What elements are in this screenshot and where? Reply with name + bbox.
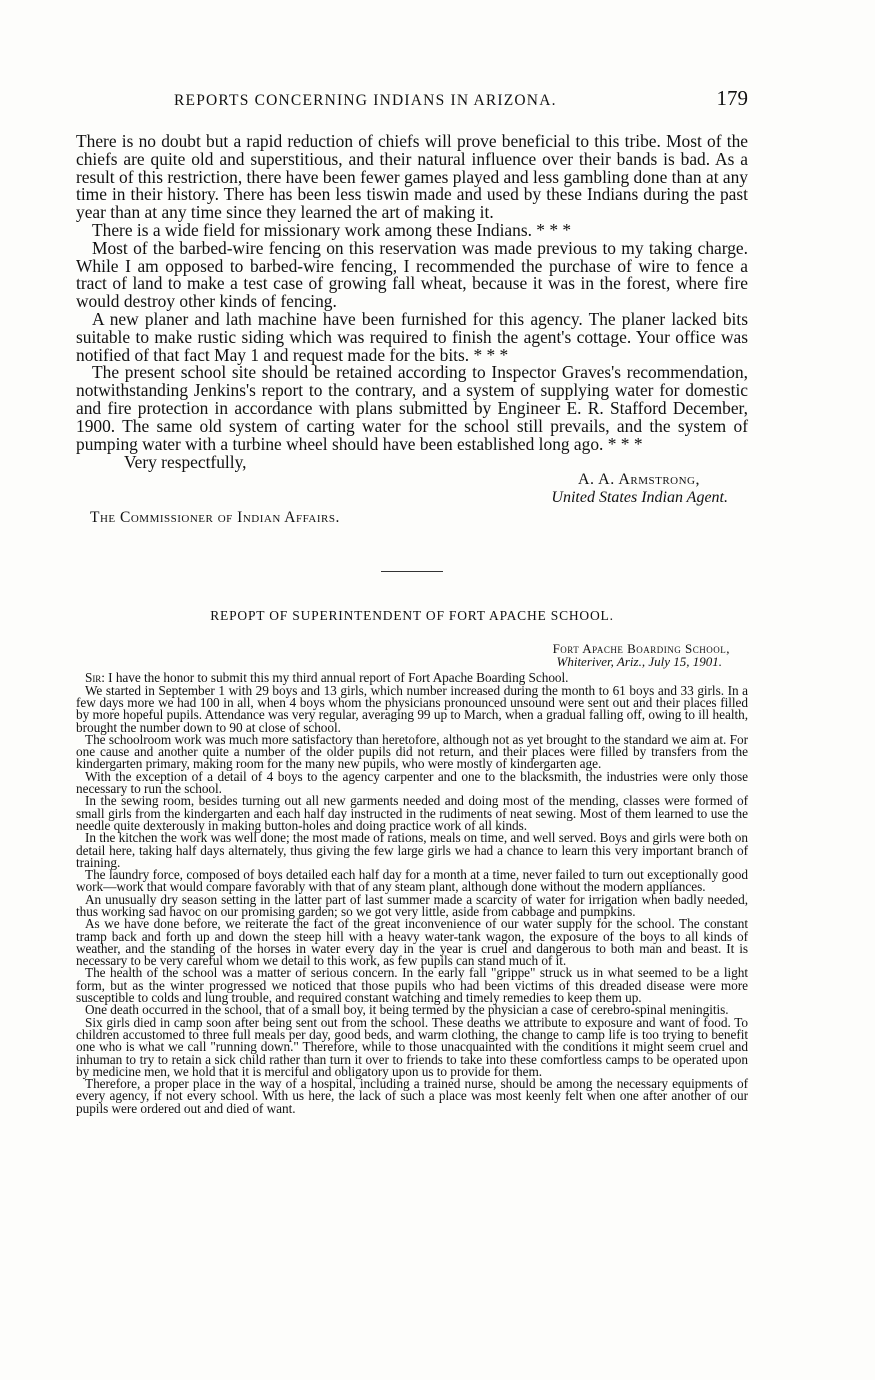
paragraph: The schoolroom work was much more satisfactory than heretofore, although not as yet brought to the standard we aim at. For one cause and another quite a number of the older pupils did not return, and their places were filled by transfers from the kindergarten primary, making room for the many new pupils, who were mostly of kindergarten age. bbox=[76, 731, 748, 772]
paragraph: In the kitchen the work was well done; the most made of rations, meals on time, and well served. Boys and girls were both on detail here, taking half days alternately, thus giving the few large girls we had a chance to learn this very important branch of training. bbox=[76, 830, 748, 870]
paragraph-text: I have the honor to submit this my third annual report of Fort Apache Boarding School. bbox=[108, 670, 569, 686]
section-divider bbox=[381, 571, 443, 572]
signature-name: A. A. Armstrong, bbox=[577, 471, 700, 489]
paragraph: The present school site should be retained according to Inspector Graves's recommendation, notwithstanding Jenkins's report to the contrary, and a system of supplying water for domestic and fire protection in accordance with plans submitted by Engineer E. R. Stafford December, 1900. The same old system of carting water for the school still prevails, and the system of pumping water with a turbine wheel should have been established long ago. * * * bbox=[76, 362, 748, 454]
paragraph: There is no doubt but a rapid reduction of chiefs will prove beneficial to this tribe. Most of the chiefs are quite old and superstitious, and their natural influence over their bands is bad. As a result of this restriction, there have been fewer games played and less gambling done than at any time in their history. There has been less tiswin made and used by these Indians during the past year than at any time since they learned the art of making it. bbox=[76, 131, 748, 223]
paragraph: Therefore, a proper place in the way of a hospital, including a trained nurse, should be among the necessary equipments of every agency, if not every school. With us here, the lack of such a place was most keenly felt when one after another of our pupils were ordered out and died of want. bbox=[76, 1076, 748, 1116]
letter-body bbox=[76, 133, 748, 453]
salutation: Sir: bbox=[85, 670, 105, 686]
paragraph: Most of the barbed-wire fencing on this reservation was made previous to my taking charge. While I am opposed to barbed-wire fencing, I recommended the purchase of wire to fence a tract of land to make a test case of growing fall wheat, because it was in the forest, where fire would destroy other kinds of fencing. bbox=[76, 237, 748, 312]
running-title: REPORTS CONCERNING INDIANS IN ARIZONA. bbox=[174, 92, 557, 109]
paragraph: Six girls died in camp soon after being sent out from the school. These deaths we attribute to exposure and want of food. To children accustomed to three full meals per day, good beds, and warm clothing, the change to camp life is too trying to benefit one who is what we call "running down." Therefore, while to those unacquainted with the conditions it might seem cruel and inhuman to try to retain a sick child rather than turn it over to friends to take into these comfortless camps to be operated upon by medicine men, we hold that it is merciful and obligatory upon us to provide for them. bbox=[76, 1014, 748, 1079]
report-title: REPOPT OF SUPERINTENDENT OF FORT APACHE SCHOOL. bbox=[210, 608, 614, 624]
paragraph: One death occurred in the school, that of a small boy, it being termed by the physician a case of cerebro-spinal meningitis. bbox=[85, 1002, 729, 1018]
paragraph: An unusually dry season setting in the latter part of last summer made a scarcity of water for irrigation when badly needed, thus working sad havoc on our promising garden; so we got very little, aside from cabbage and pumpkins. bbox=[76, 891, 748, 919]
closing: Very respectfully, bbox=[124, 452, 247, 473]
paragraph: The health of the school was a matter of serious concern. In the early fall "grippe" struck us in what seemed to be a light form, but as the winter progressed we noticed that those pupils who had been victims of this dreaded disease were more susceptible to colds and lung trouble, and required constant watching and timely remedies to keep them up. bbox=[76, 965, 748, 1006]
paragraph: In the sewing room, besides turning out all new garments needed and doing most of the mending, classes were formed of small girls from the kindergarten and each half day instructed in the rudiments of neat sewing. Most of them learned to use the needle quite dexterously in making button-holes and doing practice work of all kinds. bbox=[76, 793, 748, 833]
report-body bbox=[76, 672, 748, 1115]
paragraph: As we have done before, we reiterate the fact of the great inconvenience of our water supply for the school. The constant tramp back and forth up and down the steep hill with a heavy water-tank wagon, the exposure of the boys to all kinds of weather, and the standing of the horses in water every day in the year is cruel and dangerous to both man and beast. It is necessary to be very careful whom we detail to this work, as few pupils can stand much of it. bbox=[76, 916, 748, 969]
dateline-place: Fort Apache Boarding School, bbox=[552, 641, 730, 657]
paragraph: We started in September 1 with 29 boys and 13 girls, which number increased during the month to 61 boys and 33 girls. In a few days more we had 100 in all, when 4 boys whom the physicians pronounced unsound were sent out and their places filled by more hopeful pupils. Attendance was very regular, averaging 99 up to March, when a gradual falling off, owing to ill health, brought the number down to 90 at close of school. bbox=[76, 682, 748, 735]
signature-title: United States Indian Agent. bbox=[551, 489, 728, 507]
addressee: The Commissioner of Indian Affairs. bbox=[90, 509, 340, 527]
dateline-date: Whiteriver, Ariz., July 15, 1901. bbox=[556, 654, 722, 670]
document-page bbox=[76, 86, 748, 1115]
signature-block bbox=[76, 471, 728, 507]
paragraph: The laundry force, composed of boys detailed each half day for a month at a time, never failed to turn out exceptionally good work—work that would compare favorably with that of any steam plant, although done without the modern appliances. bbox=[76, 867, 748, 895]
paragraph: There is a wide field for missionary work among these Indians. * * * bbox=[92, 219, 572, 240]
paragraph: With the exception of a detail of 4 boys to the agency carpenter and one to the blacksmith, the industries were only those necessary to run the school. bbox=[76, 768, 748, 797]
running-header bbox=[76, 86, 748, 111]
dateline bbox=[76, 642, 732, 668]
page-number: 179 bbox=[716, 86, 748, 110]
paragraph: A new planer and lath machine have been furnished for this agency. The planer lacked bits suitable to make rustic siding which was required to finish the agent's cottage. Your office was notified of that fact May 1 and request made for the bits. * * * bbox=[76, 308, 748, 365]
